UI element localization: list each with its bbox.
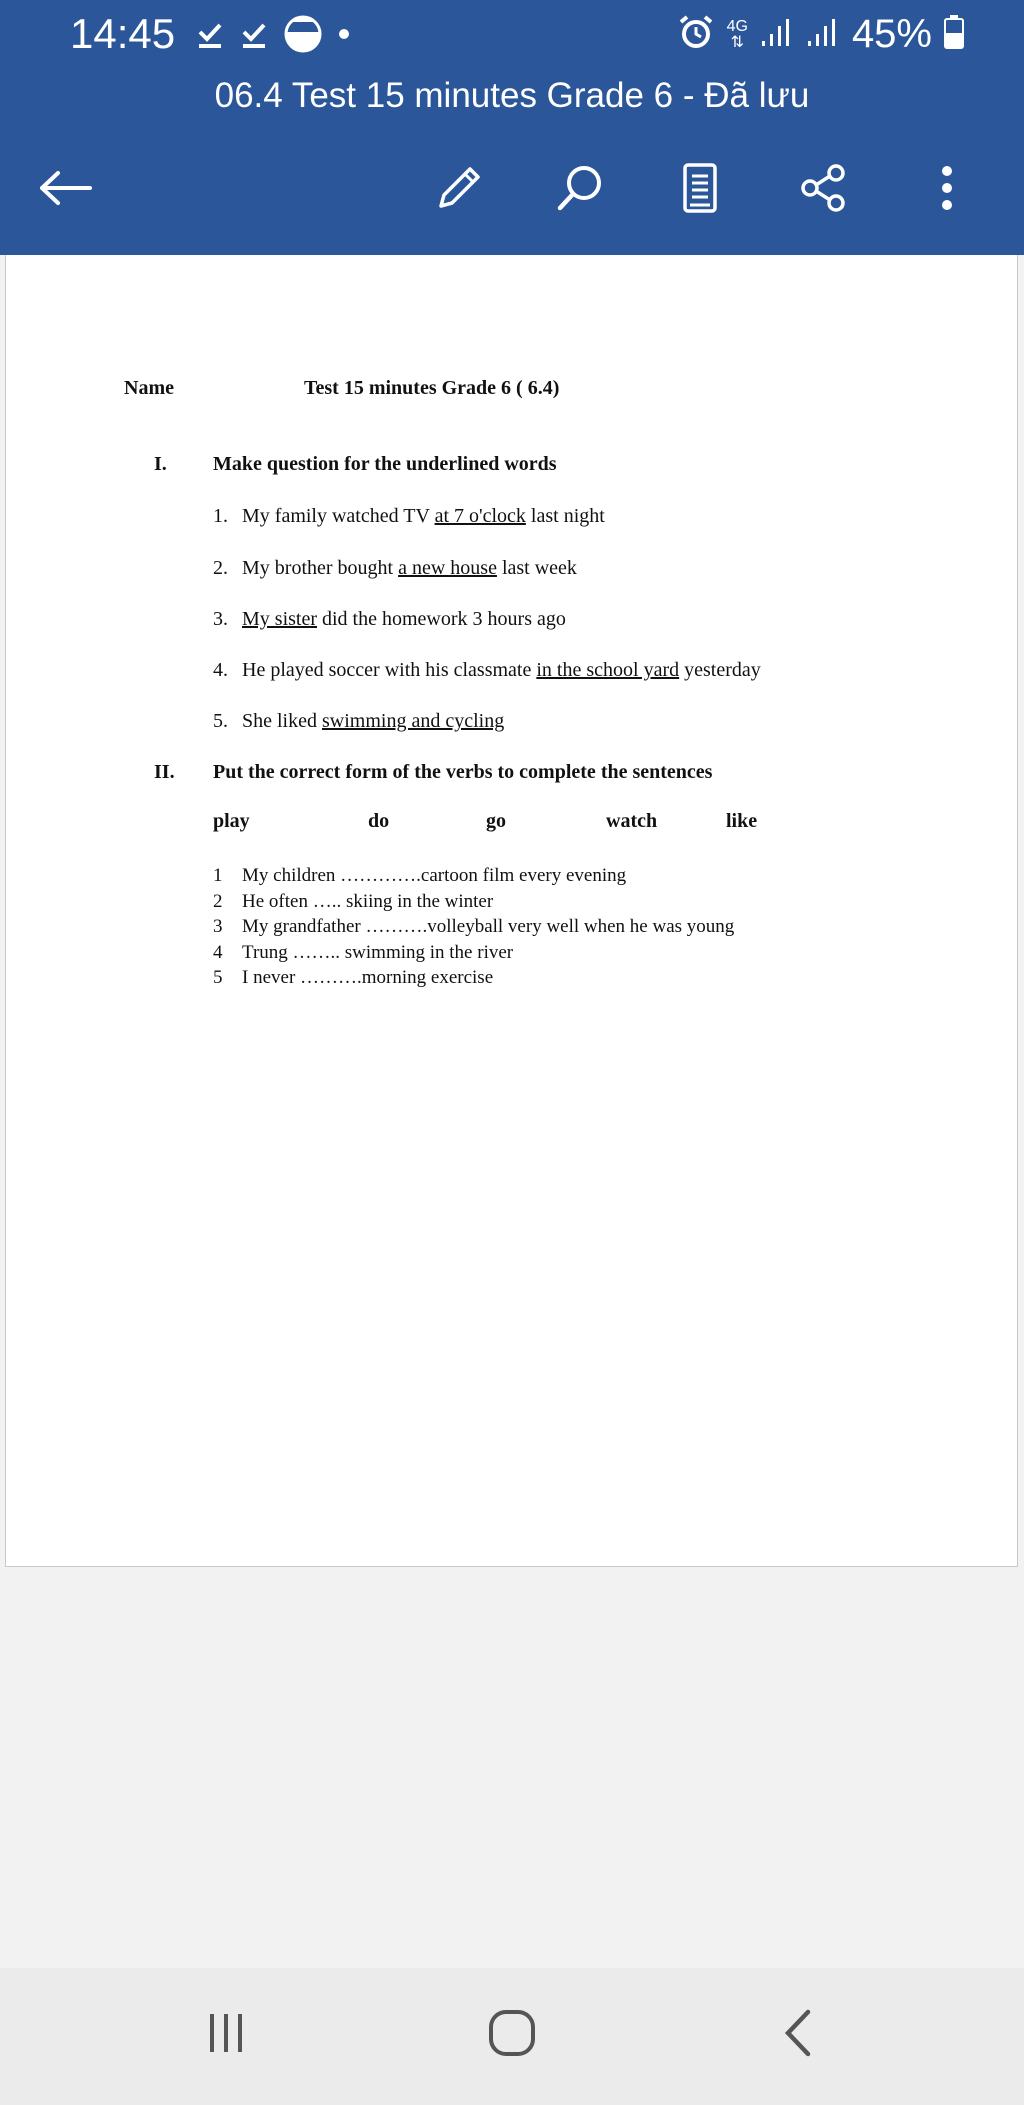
battery-percent: 45% (851, 12, 932, 56)
navigation-bar (0, 1968, 1024, 2105)
status-bar (0, 0, 1024, 70)
edit-pencil-icon (433, 162, 485, 219)
section-2-number: II. (154, 761, 175, 783)
document-page[interactable] (5, 255, 1018, 1567)
network-4g-icon: 4G ⇅ (726, 17, 748, 51)
signal-icon (760, 17, 794, 52)
search-icon (554, 162, 606, 219)
name-label: Name (124, 377, 174, 399)
fill-in-item: 5 I never ……….morning exercise (213, 967, 494, 988)
system-back-button[interactable] (758, 2000, 838, 2070)
question-item: 3. My sister did the homework 3 hours ago (213, 608, 566, 630)
question-item: 4. He played soccer with his classmate in the school yard yesterday (213, 659, 761, 681)
data-saver-icon (283, 14, 323, 59)
document-title: 06.4 Test 15 minutes Grade 6 - Đã lưu (214, 76, 810, 115)
alarm-icon (677, 13, 715, 56)
question-item: 2. My brother bought a new house last week (213, 557, 577, 579)
question-item: 5. She liked swimming and cycling (213, 710, 505, 732)
section-1-heading: Make question for the underlined words (213, 453, 557, 475)
signal-icon (806, 17, 840, 52)
section-2-heading: Put the correct form of the verbs to complete the sentences (213, 761, 713, 783)
battery-icon (944, 15, 964, 54)
verb-word: play (213, 810, 250, 832)
verb-word: like (726, 810, 758, 832)
fill-in-item: 3 My grandfather ……….volleyball very well when he was young (213, 916, 735, 937)
verb-word: go (486, 810, 506, 832)
edit-button[interactable] (429, 160, 489, 220)
search-button[interactable] (550, 160, 610, 220)
back-button[interactable] (36, 160, 96, 220)
share-button[interactable] (794, 160, 854, 220)
toolbar (0, 150, 1024, 230)
home-button[interactable] (472, 2000, 552, 2070)
status-time: 14:45 (70, 10, 176, 57)
home-icon (487, 2008, 537, 2063)
test-title: Test 15 minutes Grade 6 ( 6.4) (304, 377, 560, 399)
dot-icon (337, 27, 351, 46)
share-icon (798, 162, 850, 219)
more-options-button[interactable] (917, 160, 977, 220)
download-done-icon (195, 19, 225, 54)
reading-view-button[interactable] (670, 160, 730, 220)
app-header (0, 0, 1024, 255)
recent-apps-button[interactable] (186, 2000, 266, 2070)
back-arrow-icon (38, 168, 94, 213)
more-options-icon (937, 162, 957, 219)
fill-in-item: 2 He often ….. skiing in the winter (213, 891, 494, 912)
download-done-icon (239, 19, 269, 54)
recent-apps-icon (203, 2010, 249, 2061)
question-item: 1. My family watched TV at 7 o'clock last night (213, 505, 605, 527)
fill-in-item: 4 Trung …….. swimming in the river (213, 942, 514, 963)
verb-word: watch (606, 810, 658, 832)
back-icon (778, 2008, 818, 2063)
section-1-number: I. (154, 453, 167, 475)
verb-word: do (368, 810, 390, 832)
reading-view-icon (680, 162, 720, 219)
fill-in-item: 1 My children ………….cartoon film every evening (213, 865, 627, 886)
